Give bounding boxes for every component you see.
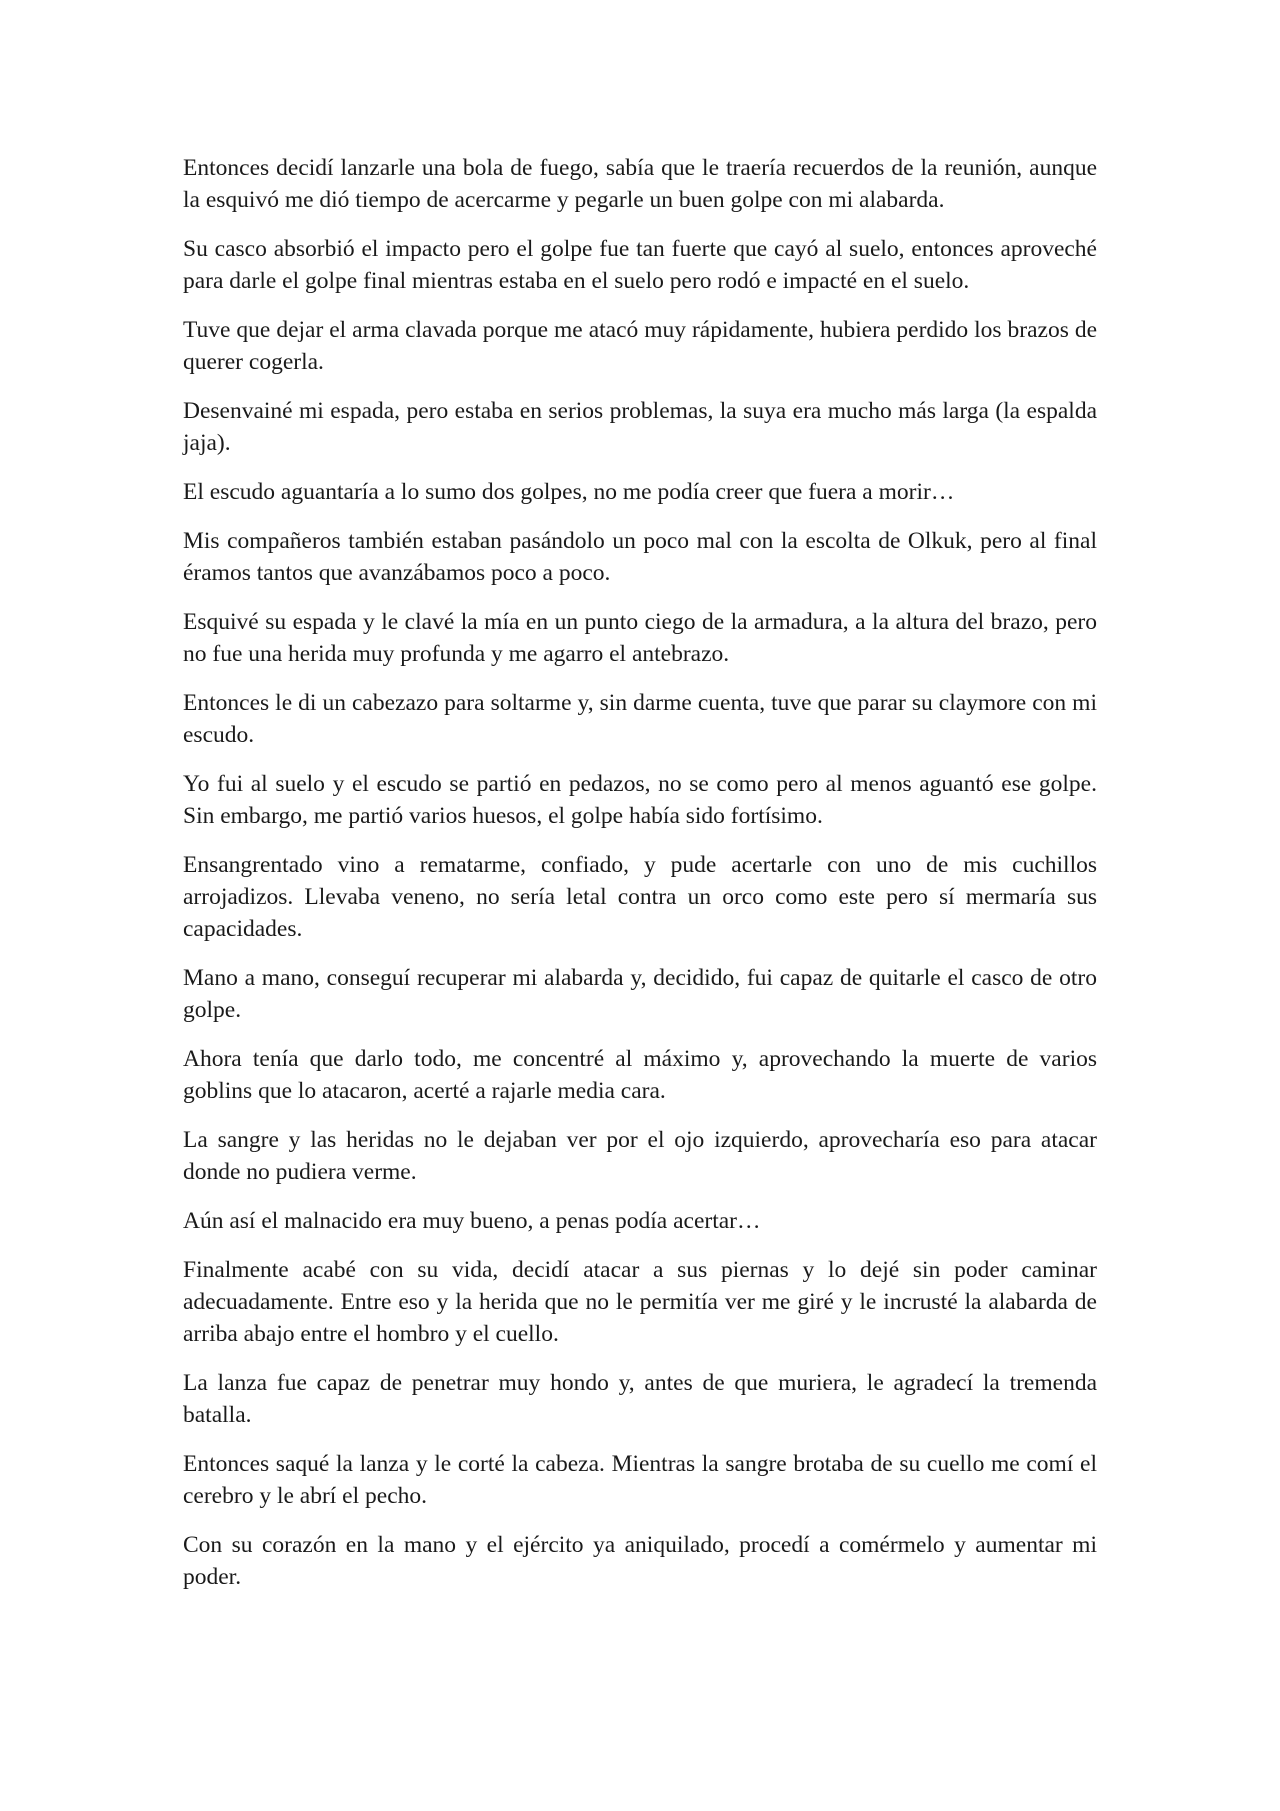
paragraph: Tuve que dejar el arma clavada porque me atacó muy rápidamente, hubiera perdido los brazos de querer cogerla. <box>183 317 1097 375</box>
paragraph: Con su corazón en la mano y el ejército ya aniquilado, procedí a comérmelo y aumentar mi poder. <box>183 1532 1097 1590</box>
paragraph: Esquivé su espada y le clavé la mía en un punto ciego de la armadura, a la altura del brazo, pero no fue una herida muy profunda y me agarro el antebrazo. <box>183 609 1097 667</box>
paragraph: Aún así el malnacido era muy bueno, a penas podía acertar… <box>183 1208 761 1234</box>
paragraph: Entonces le di un cabezazo para soltarme y, sin darme cuenta, tuve que parar su claymore con mi escudo. <box>183 690 1097 748</box>
paragraph: El escudo aguantaría a lo sumo dos golpes, no me podía creer que fuera a morir… <box>183 479 955 505</box>
paragraph: Entonces decidí lanzarle una bola de fuego, sabía que le traería recuerdos de la reunión, aunque la esquivó me dió tiempo de acercarme y pegarle un buen golpe con mi alabarda. <box>183 155 1097 213</box>
paragraph: Mano a mano, conseguí recuperar mi alabarda y, decidido, fui capaz de quitarle el casco de otro golpe. <box>183 965 1097 1023</box>
paragraph: Su casco absorbió el impacto pero el golpe fue tan fuerte que cayó al suelo, entonces aproveché para darle el golpe final mientras estaba en el suelo pero rodó e impacté en el suelo. <box>183 236 1097 294</box>
paragraph: Ensangrentado vino a rematarme, confiado, y pude acertarle con uno de mis cuchillos arrojadizos. Llevaba veneno, no sería letal contra un orco como este pero sí mermaría sus capacidades. <box>183 852 1097 942</box>
paragraph: Ahora tenía que darlo todo, me concentré al máximo y, aprovechando la muerte de varios goblins que lo atacaron, acerté a rajarle media cara. <box>183 1046 1097 1104</box>
paragraph: La lanza fue capaz de penetrar muy hondo y, antes de que muriera, le agradecí la tremenda batalla. <box>183 1370 1097 1428</box>
paragraph: Finalmente acabé con su vida, decidí atacar a sus piernas y lo dejé sin poder caminar adecuadamente. Entre eso y la herida que no le permitía ver me giré y le incrusté la alabarda de arriba abajo entre el hombro y el cuello. <box>183 1257 1097 1347</box>
paragraph: Entonces saqué la lanza y le corté la cabeza. Mientras la sangre brotaba de su cuello me comí el cerebro y le abrí el pecho. <box>183 1451 1097 1509</box>
paragraph: Desenvainé mi espada, pero estaba en serios problemas, la suya era mucho más larga (la espalda jaja). <box>183 398 1097 456</box>
document-body <box>183 152 1097 1610</box>
paragraph: La sangre y las heridas no le dejaban ver por el ojo izquierdo, aprovecharía eso para atacar donde no pudiera verme. <box>183 1127 1097 1185</box>
paragraph: Mis compañeros también estaban pasándolo un poco mal con la escolta de Olkuk, pero al final éramos tantos que avanzábamos poco a poco. <box>183 528 1097 586</box>
paragraph: Yo fui al suelo y el escudo se partió en pedazos, no se como pero al menos aguantó ese golpe. Sin embargo, me partió varios huesos, el golpe había sido fortísimo. <box>183 771 1097 829</box>
